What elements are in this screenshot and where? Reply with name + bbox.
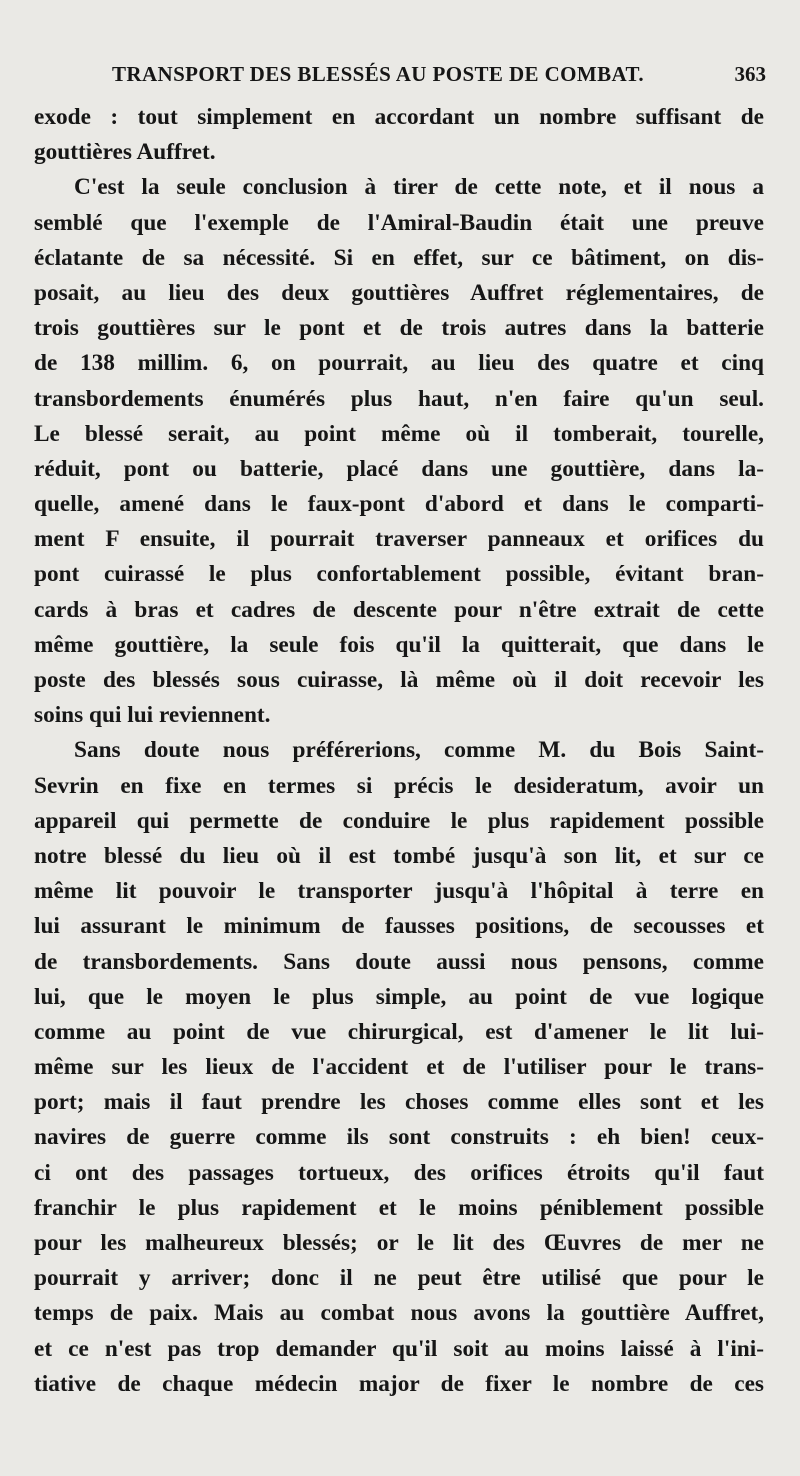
text-line: ci ont des passages tortueux, des orifices étroits qu'il faut (34, 1159, 764, 1186)
text-line: poste des blessés sous cuirasse, là même où il doit recevoir les (34, 667, 764, 693)
text-line: C'est la seule conclusion à tirer de cette note, et il nous a (74, 174, 764, 201)
text-line: pont cuirassé le plus confortablement possible, évitant bran- (34, 561, 764, 588)
text-line: comme au point de vue chirurgical, est d'amener le lit lui- (34, 1018, 764, 1045)
text-line: notre blessé du lieu où il est tombé jusqu'à son lit, et sur ce (34, 842, 764, 869)
text-line: soins qui lui reviennent. (34, 702, 271, 729)
text-line: même lit pouvoir le transporter jusqu'à l'hôpital à terre en (34, 878, 764, 905)
text-line: cards à bras et cadres de descente pour n'être extrait de cette (34, 596, 764, 623)
text-line: transbordements énumérés plus haut, n'en faire qu'un seul. (34, 385, 764, 412)
text-line: éclatante de sa nécessité. Si en effet, sur ce bâtiment, on dis- (34, 244, 764, 271)
text-line: de 138 millim. 6, on pourrait, au lieu des quatre et cinq (34, 350, 764, 377)
text-line: tiative de chaque médecin major de fixer le nombre de ces (34, 1370, 764, 1397)
text-line: semblé que l'exemple de l'Amiral-Baudin était une preuve (34, 209, 764, 236)
text-line: lui assurant le minimum de fausses positions, de secousses et (34, 913, 764, 940)
text-line: navires de guerre comme ils sont construits : eh bien! ceux- (34, 1124, 764, 1151)
text-line: quelle, amené dans le faux-pont d'abord et dans le comparti- (34, 491, 764, 518)
text-line: temps de paix. Mais au combat nous avons la gouttière Auffret, (34, 1300, 764, 1327)
text-line: réduit, pont ou batterie, placé dans une gouttière, dans la- (34, 455, 764, 482)
text-line: même sur les lieux de l'accident et de l'utiliser pour le trans- (34, 1054, 764, 1081)
text-line: même gouttière, la seule fois qu'il la quitterait, que dans le (34, 631, 764, 658)
text-line: franchir le plus rapidement et le moins péniblement possible (34, 1194, 764, 1221)
text-line: posait, au lieu des deux gouttières Auffret réglementaires, de (34, 279, 764, 306)
text-line: lui, que le moyen le plus simple, au point de vue logique (34, 983, 764, 1010)
text-line: Sans doute nous préférerions, comme M. du Bois Saint- (74, 737, 764, 764)
text-line: ment F ensuite, il pourrait traverser panneaux et orifices du (34, 526, 764, 553)
text-line: pour les malheureux blessés; or le lit des Œuvres de mer ne (34, 1230, 764, 1256)
text-line: et ce n'est pas trop demander qu'il soit au moins laissé à l'ini- (34, 1335, 764, 1362)
text-line: trois gouttières sur le pont et de trois autres dans la batterie (34, 315, 764, 342)
body-text (34, 100, 764, 1402)
text-line: Sevrin en fixe en termes si précis le desideratum, avoir un (34, 772, 764, 799)
page-header (112, 62, 766, 96)
running-title: TRANSPORT DES BLESSÉS AU POSTE DE COMBAT. (112, 62, 645, 86)
text-line: port; mais il faut prendre les choses comme elles sont et les (34, 1089, 764, 1116)
text-line: appareil qui permette de conduire le plus rapidement possible (34, 807, 764, 834)
text-line: gouttières Auffret. (34, 139, 216, 166)
text-line: pourrait y arriver; donc il ne peut être utilisé que pour le (34, 1265, 764, 1292)
text-line: Le blessé serait, au point même où il tomberait, tourelle, (34, 420, 764, 447)
page-number: 363 (734, 62, 766, 86)
text-line: exode : tout simplement en accordant un nombre suffisant de (34, 104, 764, 130)
text-line: de transbordements. Sans doute aussi nous pensons, comme (34, 948, 764, 975)
